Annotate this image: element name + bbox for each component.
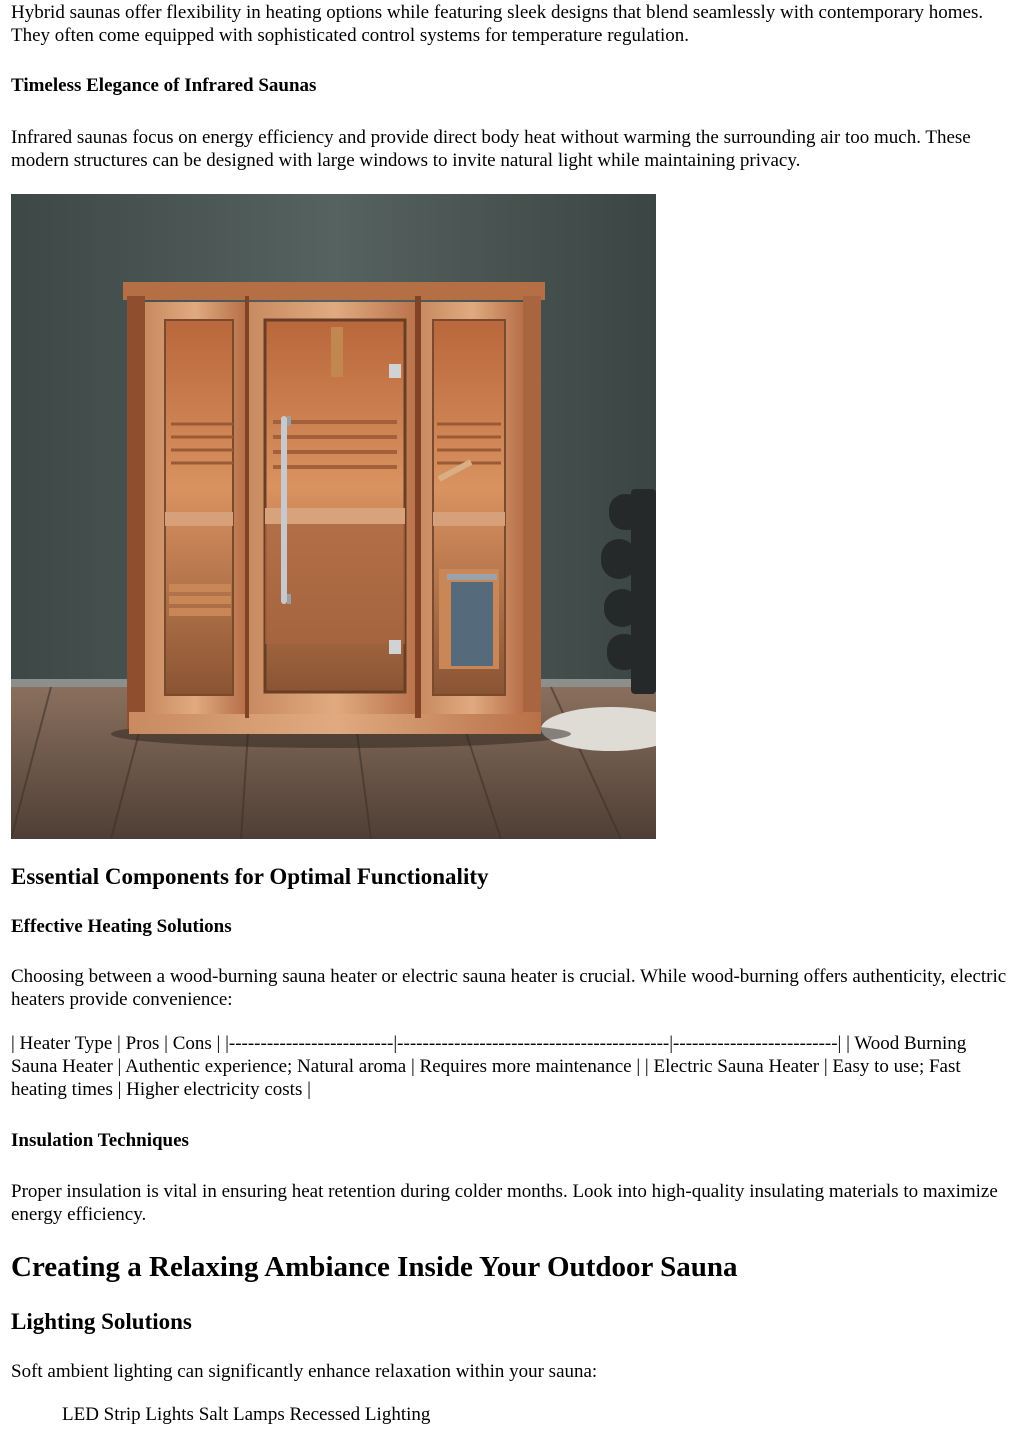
list-item: Salt Lamps (198, 1404, 285, 1425)
insulation-paragraph: Proper insulation is vital in ensuring heat retention during colder months. Look into high-quality insulating materials to maximize energy efficiency. (11, 1181, 998, 1225)
sauna-photo (11, 194, 656, 839)
heating-heading: Effective Heating Solutions (11, 916, 232, 937)
list-item: LED Strip Lights (62, 1404, 194, 1425)
lighting-list (11, 1403, 1011, 1426)
intro-paragraph: Hybrid saunas offer flexibility in heating options while featuring sleek designs that blend seamlessly with contemporary homes. They often come equipped with sophisticated control systems for temperature regulation. (11, 2, 984, 46)
lighting-heading: Lighting Solutions (11, 1309, 192, 1334)
list-item: Recessed Lighting (289, 1404, 431, 1425)
heating-paragraph: Choosing between a wood-burning sauna heater or electric sauna heater is crucial. While wood-burning offers authenticity, electric heaters provide convenience: (11, 966, 1007, 1010)
article (11, 0, 1011, 1426)
heater-table-text: | Heater Type | Pros | Cons | |--------------------------|-------------------------------------------|--------------------------| | Wood Burning Sauna Heater | Authentic experience; Natural aroma | Requires more maintenance | | Electric Sauna Heater | Easy to use; Fast heating times | Higher electricity costs | (11, 1033, 967, 1100)
insulation-heading: Insulation Techniques (11, 1130, 189, 1151)
components-heading: Essential Components for Optimal Functionality (11, 864, 489, 889)
ambiance-heading: Creating a Relaxing Ambiance Inside Your Outdoor Sauna (11, 1251, 738, 1283)
lighting-paragraph: Soft ambient lighting can significantly enhance relaxation within your sauna: (11, 1361, 598, 1382)
infrared-paragraph: Infrared saunas focus on energy efficiency and provide direct body heat without warming the surrounding air too much. These modern structures can be designed with large windows to invite natural light while maintaining privacy. (11, 127, 971, 171)
infrared-heading: Timeless Elegance of Infrared Saunas (11, 75, 317, 96)
